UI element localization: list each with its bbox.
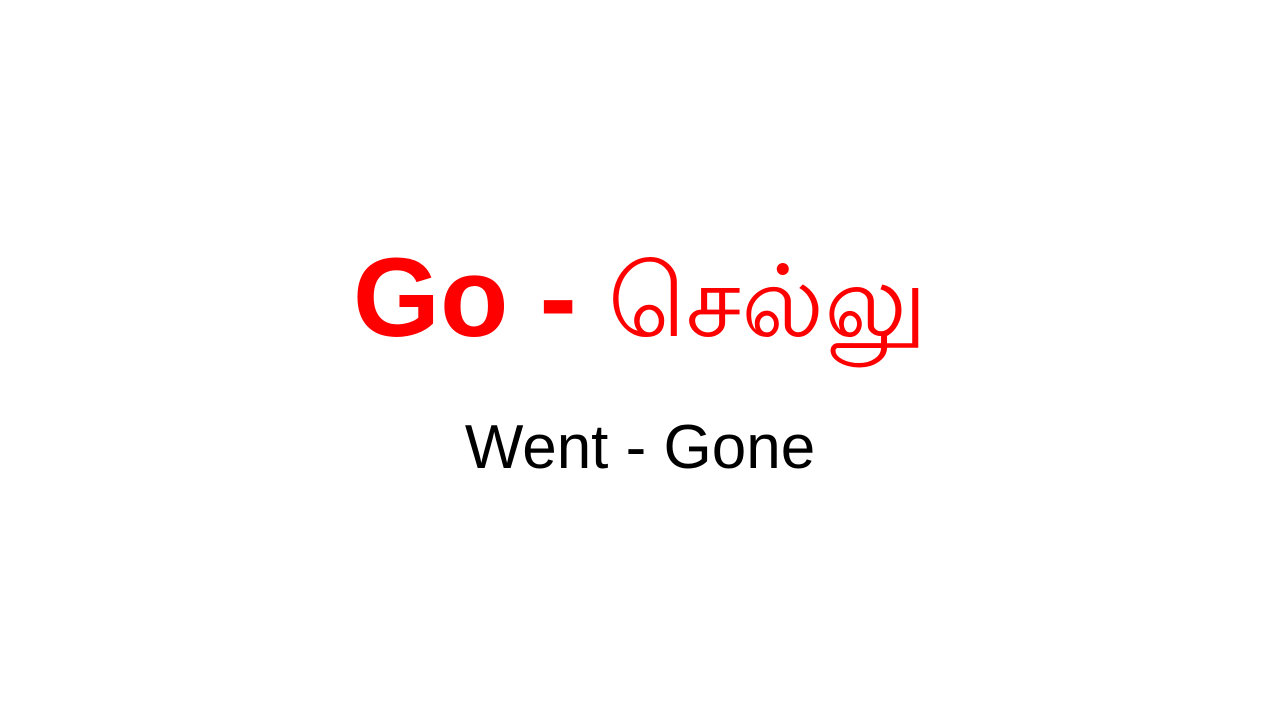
english-word: Go [352,235,509,360]
headword-line [0,228,1280,372]
tamil-translation: செல்லு [607,246,928,358]
forms-separator: - [608,413,664,482]
verb-forms-line [0,410,1280,486]
past-participle: Gone [663,413,816,482]
headword-separator: - [508,235,608,360]
past-tense: Went [464,413,609,482]
